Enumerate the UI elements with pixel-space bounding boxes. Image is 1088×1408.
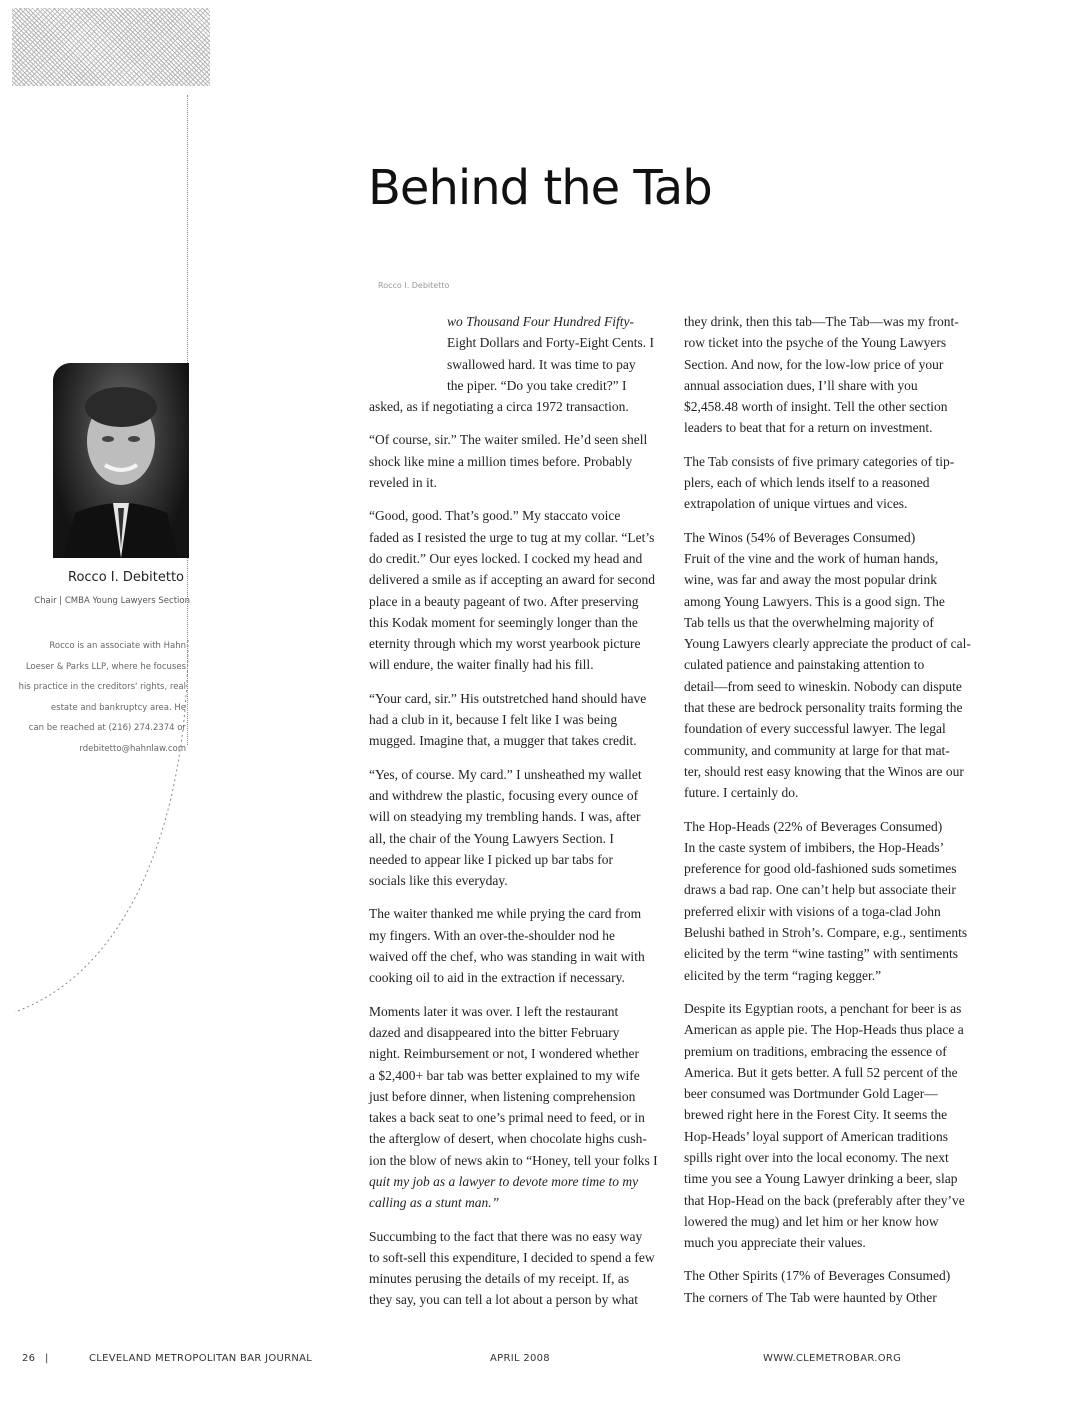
byline: Rocco I. Debitetto xyxy=(378,281,450,290)
text-line: draws a bad rap. One can’t help but associate their xyxy=(684,882,956,898)
text-line: elicited by the term “raging kegger.” xyxy=(684,967,882,983)
text-line: socials like this everyday. xyxy=(369,873,508,889)
text-line: extrapolation of unique virtues and vices. xyxy=(684,496,908,512)
bio-line: estate and bankruptcy area. He xyxy=(50,702,186,713)
text-line: night. Reimbursement or not, I wondered whether xyxy=(369,1046,639,1062)
text-line: Moments later it was over. I left the restaurant xyxy=(369,1003,619,1019)
text-line: wine, was far and away the most popular drink xyxy=(684,572,938,588)
text-line: Eight Dollars and Forty-Eight Cents. I xyxy=(447,335,654,351)
text-line: just before dinner, when listening comprehension xyxy=(369,1088,636,1104)
text-line: community, and community at large for that mat- xyxy=(684,742,950,758)
text-line: swallowed hard. It was time to pay xyxy=(447,356,636,372)
text-line: they say, you can tell a lot about a person by what xyxy=(369,1292,639,1308)
text-line: Fruit of the vine and the work of human hands, xyxy=(684,550,939,566)
text-line: spills right over into the local economy. The next xyxy=(684,1149,949,1165)
page-number: 26 xyxy=(22,1353,36,1364)
issue-date: APRIL 2008 xyxy=(490,1353,550,1364)
text-line: annual association dues, I’ll share with you xyxy=(684,377,918,393)
paragraph-gap xyxy=(684,1253,984,1265)
text-line: reveled in it. xyxy=(369,475,437,491)
text-line: lowered the mug) and let him or her know how xyxy=(684,1213,939,1229)
text-line: culated patience and painstaking attention to xyxy=(684,657,925,673)
text-line: shock like mine a million times before. Probably xyxy=(369,453,633,469)
text-line: The waiter thanked me while prying the card from xyxy=(369,906,642,922)
text-line: Despite its Egyptian roots, a penchant for beer is as xyxy=(684,1000,962,1016)
text-line: takes a back seat to one’s primal need to feed, or in xyxy=(369,1110,645,1126)
text-line: waived off the chef, who was standing in wait with xyxy=(369,949,645,965)
paragraph-gap xyxy=(684,515,984,527)
text-line: faded as I resisted the urge to tug at my collar. “Let’s xyxy=(369,529,655,545)
article-column-1 xyxy=(369,311,659,1311)
bio-line: rdebitetto@hahnlaw.com xyxy=(79,743,186,754)
text-line: they drink, then this tab—The Tab—was my front- xyxy=(684,314,959,329)
text-line: time you see a Young Lawyer drinking a beer, slap xyxy=(684,1171,958,1187)
text-line: Section. And now, for the low-low price of your xyxy=(684,356,944,372)
text-line: asked, as if negotiating a circa 1972 transaction. xyxy=(369,399,629,415)
author-role: Chair | CMBA Young Lawyers Section xyxy=(34,596,190,606)
text-line: Tab tells us that the overwhelming majority of xyxy=(684,614,934,630)
text-line: beer consumed was Dortmunder Gold Lager— xyxy=(684,1086,938,1102)
paragraph-gap xyxy=(369,891,659,903)
text-line: The Hop-Heads (22% of Beverages Consumed) xyxy=(684,818,943,834)
text-line: preferred elixir with visions of a toga-clad John xyxy=(684,903,941,919)
text-line: a $2,400+ bar tab was better explained to my wife xyxy=(369,1067,640,1083)
bio-line: Rocco is an associate with Hahn xyxy=(49,641,186,651)
text-line: needed to appear like I picked up bar tabs for xyxy=(369,851,614,867)
text-line: among Young Lawyers. This is a good sign. The xyxy=(684,593,945,609)
text-line: row ticket into the psyche of the Young Lawyers xyxy=(684,335,947,351)
text-line: to soft-sell this expenditure, I decided to spend a few xyxy=(369,1249,655,1265)
author-name: Rocco I. Debitetto xyxy=(68,570,184,585)
text-line: quit my job as a lawyer to devote more time to my xyxy=(369,1173,639,1189)
text-line: delivered a smile as if accepting an award for second xyxy=(369,572,655,588)
text-line: plers, each of which lends itself to a reasoned xyxy=(684,475,930,491)
text-line: detail—from seed to wineskin. Nobody can dispute xyxy=(684,678,962,694)
text-line: do credit.” Our eyes locked. I cocked my head and xyxy=(369,550,643,566)
text-line: the afterglow of desert, when chocolate highs cush- xyxy=(369,1131,647,1147)
text-line: foundation of every successful lawyer. The legal xyxy=(684,721,946,737)
text-line: much you appreciate their values. xyxy=(684,1235,866,1251)
paragraph-gap xyxy=(684,986,984,998)
paragraph-gap xyxy=(369,493,659,505)
text-line: premium on traditions, embracing the essence of xyxy=(684,1043,947,1059)
text-line: Young Lawyers clearly appreciate the product of cal- xyxy=(684,636,971,652)
text-line: Succumbing to the fact that there was no easy way xyxy=(369,1228,643,1244)
text-line: “Yes, of course. My card.” I unsheathed my wallet xyxy=(369,766,642,782)
paragraph-gap xyxy=(684,439,984,451)
paragraph-gap xyxy=(369,752,659,764)
text-line: America. But it gets better. A full 52 percent of the xyxy=(684,1064,958,1080)
text-line: The corners of The Tab were haunted by Other xyxy=(684,1289,937,1305)
text-line: this Kodak moment for seemingly longer than the xyxy=(369,614,638,630)
text-line: ter, should rest easy knowing that the Winos are our xyxy=(684,763,964,779)
bio-line: Loeser & Parks LLP, where he focuses xyxy=(25,661,186,672)
text-line: and withdrew the plastic, focusing every ounce of xyxy=(369,787,639,803)
text-line: the piper. “Do you take credit?” I xyxy=(447,377,627,393)
paragraph-gap xyxy=(369,676,659,688)
paragraph-gap xyxy=(369,989,659,1001)
text-line: elicited by the term “wine tasting” with sentiments xyxy=(684,946,959,962)
text-line: wo Thousand Four Hundred Fifty- xyxy=(447,314,634,329)
text-line: “Your card, sir.” His outstretched hand should have xyxy=(369,690,647,706)
text-line: “Good, good. That’s good.” My staccato voice xyxy=(369,508,621,524)
bio-line: his practice in the creditors' rights, real xyxy=(18,682,186,692)
text-line: leaders to beat that for a return on investment. xyxy=(684,420,933,436)
text-line: eternity through which my worst yearbook picture xyxy=(369,636,641,652)
text-line: The Winos (54% of Beverages Consumed) xyxy=(684,529,916,545)
text-line: brewed right here in the Forest City. It seems the xyxy=(684,1107,948,1123)
bio-line: can be reached at (216) 274.2374 or xyxy=(28,723,186,733)
text-line: cooking oil to aid in the extraction if necessary. xyxy=(369,970,625,986)
author-bio xyxy=(14,636,186,759)
text-line: The Other Spirits (17% of Beverages Consumed) xyxy=(684,1268,951,1284)
text-line: The Tab consists of five primary categories of tip- xyxy=(684,453,955,469)
text-line: $2,458.48 worth of insight. Tell the other section xyxy=(684,399,948,415)
paragraph-gap xyxy=(369,1214,659,1226)
text-line: preference for good old-fashioned suds sometimes xyxy=(684,861,957,877)
text-line: will on steadying my trembling hands. I was, after xyxy=(369,809,641,825)
author-photo xyxy=(53,363,189,558)
text-line: ion the blow of news akin to “Honey, tell your folks I xyxy=(369,1152,658,1168)
text-line: had a club in it, because I felt like I was being xyxy=(369,712,618,728)
decorative-noise-header xyxy=(12,8,210,86)
text-line: minutes perusing the details of my receipt. If, as xyxy=(369,1271,630,1287)
article-column-2 xyxy=(684,311,984,1308)
text-line: future. I certainly do. xyxy=(684,785,799,801)
text-line: mugged. Imagine that, a mugger that takes credit. xyxy=(369,733,637,749)
text-line: Belushi bathed in Stroh’s. Compare, e.g., sentiments xyxy=(684,925,968,941)
text-line: that Hop-Head on the back (preferably after they’ve xyxy=(684,1192,965,1208)
journal-name: CLEVELAND METROPOLITAN BAR JOURNAL xyxy=(89,1353,313,1364)
text-line: place in a beauty pageant of two. After preserving xyxy=(369,593,639,609)
footer-separator: | xyxy=(45,1353,49,1364)
text-line: all, the chair of the Young Lawyers Section. I xyxy=(369,830,614,846)
text-line: “Of course, sir.” The waiter smiled. He’d seen shell xyxy=(369,432,648,448)
text-line: Hop-Heads’ loyal support of American traditions xyxy=(684,1128,949,1144)
text-line: dazed and disappeared into the bitter February xyxy=(369,1024,620,1040)
paragraph-gap xyxy=(684,804,984,816)
website-link[interactable]: WWW.CLEMETROBAR.ORG xyxy=(763,1353,902,1364)
text-line: my fingers. With an over-the-shoulder nod he xyxy=(369,927,615,943)
text-line: calling as a stunt man.” xyxy=(369,1195,500,1211)
text-line: that these are bedrock personality traits forming the xyxy=(684,700,963,716)
text-line: American as apple pie. The Hop-Heads thus place a xyxy=(684,1022,964,1038)
paragraph-gap xyxy=(369,417,659,429)
text-line: will endure, the waiter finally had his fill. xyxy=(369,657,594,673)
text-line: In the caste system of imbibers, the Hop-Heads’ xyxy=(684,839,945,855)
article-title: Behind the Tab xyxy=(368,160,712,216)
